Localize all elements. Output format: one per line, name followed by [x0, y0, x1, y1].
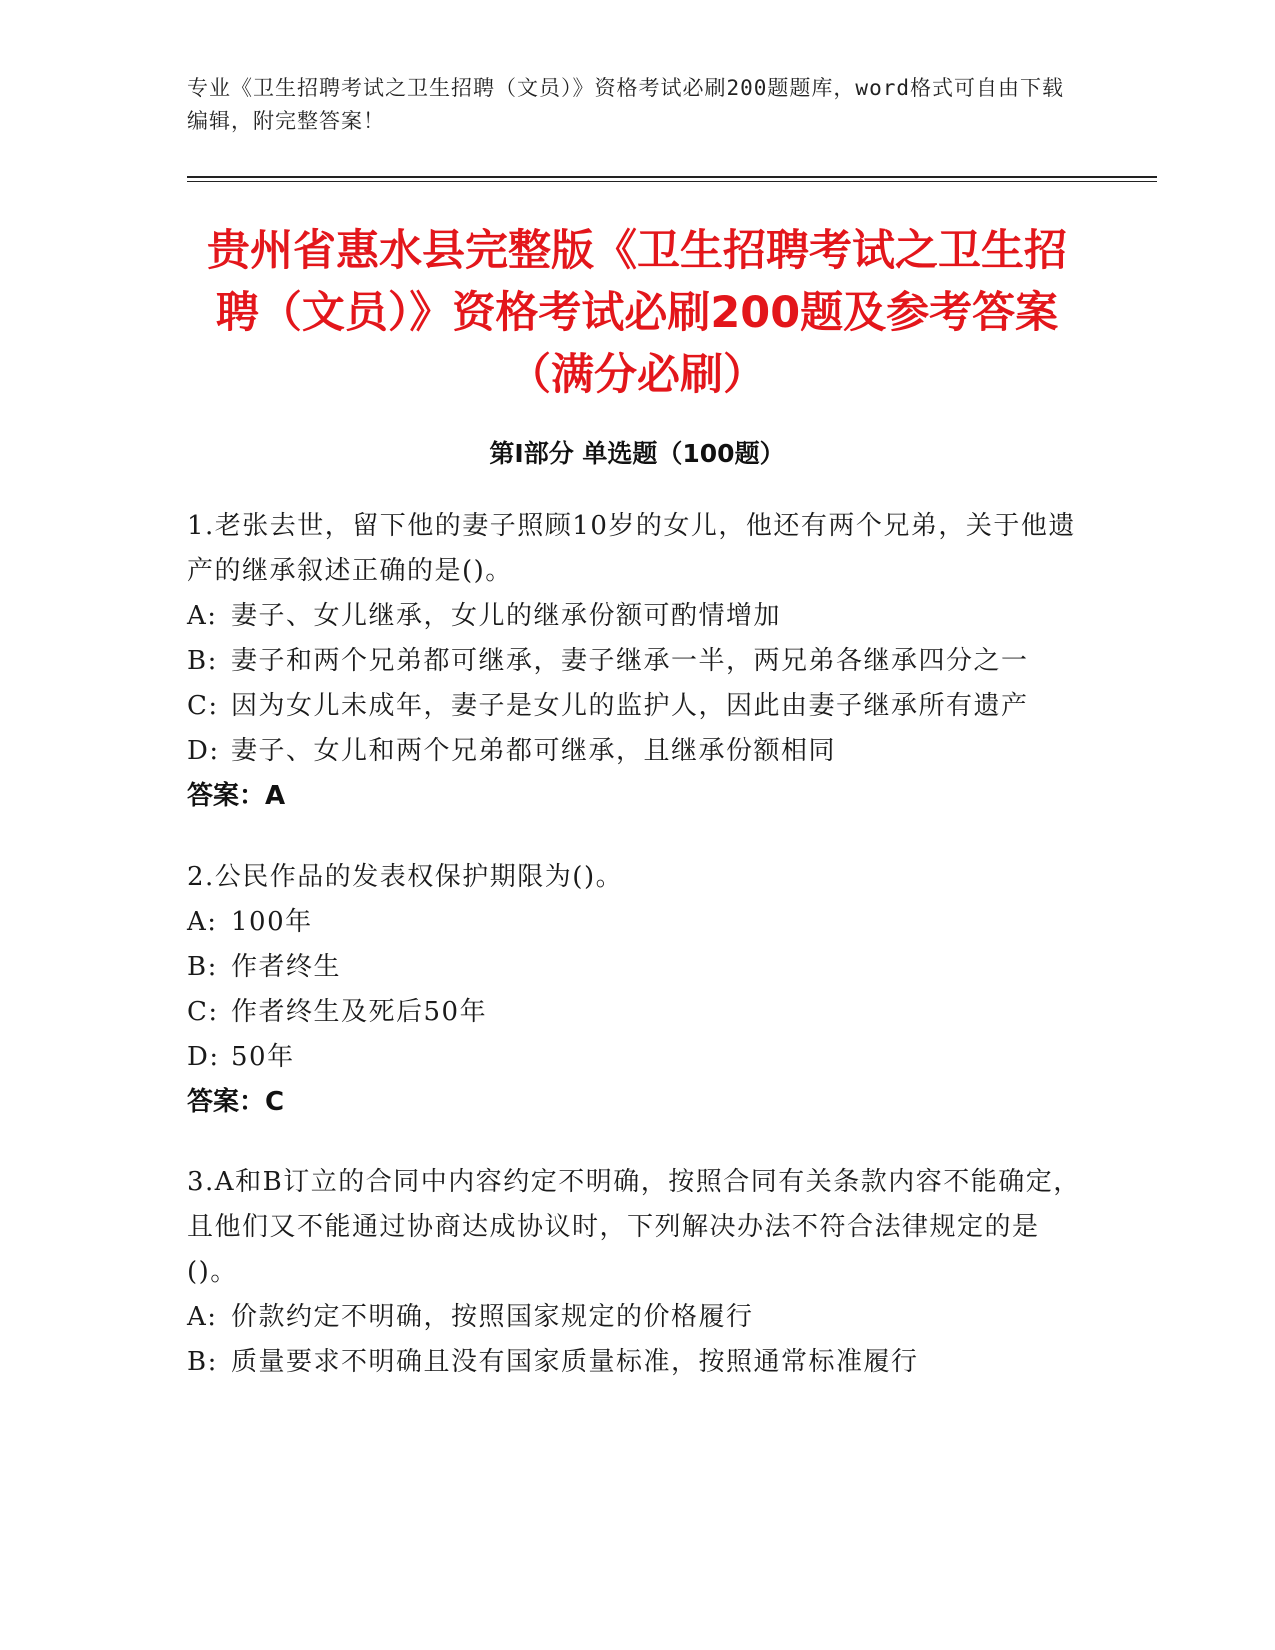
option-b: [187, 1340, 1087, 1385]
option-key: B:: [187, 1347, 218, 1377]
answer-line: [187, 774, 1087, 819]
option-key: B:: [187, 952, 218, 982]
answer-label: 答案：: [187, 1087, 266, 1117]
option-text: 100年: [231, 907, 313, 937]
option-text: 质量要求不明确且没有国家质量标准，按照通常标准履行: [231, 1347, 919, 1377]
answer-value: C: [265, 1087, 285, 1117]
option-b: [187, 639, 1087, 684]
question-2: [187, 855, 1087, 1125]
option-key: A:: [187, 907, 218, 937]
header-note: 专业《卫生招聘考试之卫生招聘（文员）》资格考试必刷200题题库，word格式可自由下载编辑，附完整答案！: [187, 76, 1064, 133]
option-c: [187, 990, 1087, 1035]
answer-line: [187, 1080, 1087, 1125]
option-text: 50年: [231, 1042, 295, 1072]
option-text: 价款约定不明确，按照国家规定的价格履行: [231, 1302, 754, 1332]
option-key: C:: [187, 691, 219, 721]
option-text: 作者终生及死后50年: [231, 997, 488, 1027]
question-stem: 1.老张去世，留下他的妻子照顾10岁的女儿，他还有两个兄弟，关于他遗产的继承叙述正确的是()。: [187, 511, 1076, 586]
option-d: [187, 729, 1087, 774]
answer-value: A: [265, 781, 286, 811]
option-text: 妻子、女儿和两个兄弟都可继承，且继承份额相同: [231, 736, 837, 766]
option-b: [187, 945, 1087, 990]
option-a: [187, 1295, 1087, 1340]
header-divider-thick: [187, 176, 1157, 178]
option-text: 妻子和两个兄弟都可继承，妻子继承一半，两兄弟各继承四分之一: [231, 646, 1029, 676]
option-key: A:: [187, 601, 218, 631]
option-c: [187, 684, 1087, 729]
option-text: 妻子、女儿继承，女儿的继承份额可酌情增加: [231, 601, 782, 631]
option-d: [187, 1035, 1087, 1080]
option-key: D:: [187, 1042, 220, 1072]
question-stem: 2.公民作品的发表权保护期限为()。: [187, 862, 624, 892]
option-text: 作者终生: [231, 952, 342, 982]
question-stem: 3.A和B订立的合同中内容约定不明确，按照合同有关条款内容不能确定，且他们又不能通过协商达成协议时，下列解决办法不符合法律规定的是()。: [187, 1167, 1081, 1287]
question-1: [187, 504, 1087, 819]
option-key: D:: [187, 736, 220, 766]
question-3: [187, 1160, 1087, 1385]
option-a: [187, 594, 1087, 639]
option-text: 因为女儿未成年，妻子是女儿的监护人，因此由妻子继承所有遗产: [231, 691, 1029, 721]
header-divider-thin: [187, 181, 1157, 182]
option-key: C:: [187, 997, 219, 1027]
answer-label: 答案：: [187, 781, 266, 811]
section-title: 第Ⅰ部分 单选题（100题）: [489, 439, 785, 468]
option-key: B:: [187, 646, 218, 676]
option-key: A:: [187, 1302, 218, 1332]
document-title: 贵州省惠水县完整版《卫生招聘考试之卫生招聘（文员）》资格考试必刷200题及参考答案（满分必刷）: [207, 226, 1067, 400]
option-a: [187, 900, 1087, 945]
